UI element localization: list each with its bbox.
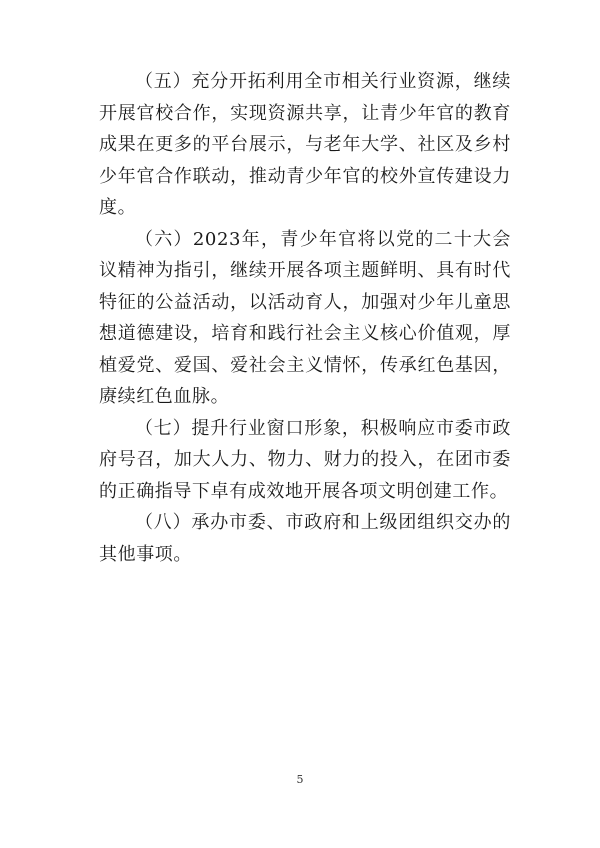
page-number: 5 — [296, 773, 304, 786]
document-body — [99, 66, 511, 570]
paragraph-item-8: （八）承办市委、市政府和上级团组织交办的其他事项。 — [99, 512, 511, 565]
paragraph-item-7: （七）提升行业窗口形象，积极响应市委市政府号召，加大人力、物力、财力的投入，在团市委的正确指导下卓有成效地开展各项文明创建工作。 — [99, 417, 511, 502]
paragraph-item-5: （五）充分开拓利用全市相关行业资源，继续开展官校合作，实现资源共享，让青少年官的教育成果在更多的平台展示，与老年大学、社区及乡村少年官合作联动，推动青少年官的校外宣传建设力度。 — [99, 71, 511, 218]
paragraph-item-6: （六）2023年，青少年官将以党的二十大会议精神为指引，继续开展各项主题鲜明、具有时代特征的公益活动，以活动育人，加强对少年儿童思想道德建设，培育和践行社会主义核心价值观，厚植爱党、爱国、爱社会主义情怀，传承红色基因，赓续红色血脉。 — [99, 228, 511, 407]
